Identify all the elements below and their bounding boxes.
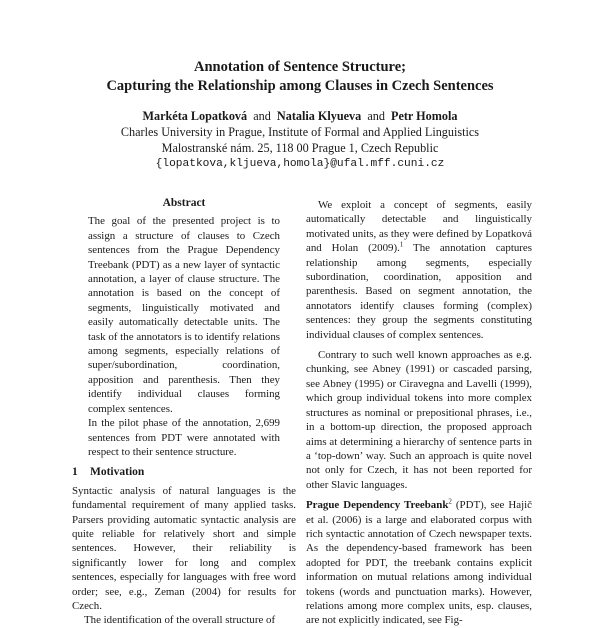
body-paragraph: Syntactic analysis of natural languages is the fundamental requirement of many applied tasks. Parsers providing automatic syntactic analysis are quite reliable for relatively short and simple sentences. However, their reliability is significantly lower for long and complex sentences, especially for languages with free word order; see, e.g., Zeman (2004) for results for Czech. <box>72 484 296 612</box>
body-paragraph: Contrary to such well known approaches as e.g. chunking, see Abney (1991) or cascaded parsing, see Abney (1995) or Ciravegna and Lavelli (1999), which group individual tokens into more complex structures as nominal or prepositional phrases, i.e., in a bottom-up direction, the proposed approach aims at determining a hierarchy of sentence parts in a ‘top-down’ way. Such an approach is quite novel not only for Czech, it has not been reported for other Slavic languages. <box>306 349 532 491</box>
runin-heading: Prague Dependency Treebank <box>306 499 449 512</box>
author-separator: and <box>253 109 271 123</box>
affiliation: Charles University in Prague, Institute of Formal and Applied Linguistics <box>120 125 480 139</box>
section-title: Motivation <box>90 466 145 479</box>
author-separator: and <box>367 109 385 123</box>
title-line-2: Capturing the Relationship among Clauses in Czech Sentences <box>106 78 494 94</box>
author-names <box>0 108 600 124</box>
abstract-heading: Abstract <box>162 197 206 209</box>
abstract-body <box>72 214 296 459</box>
author-block <box>0 108 600 172</box>
body-paragraph: The identification of the overall structure of <box>84 614 276 627</box>
footnote-marker: 2 <box>448 497 452 506</box>
paragraph-text: We exploit a concept of segments, easily automatically detectable and linguistically motivated units, as they were defined by Lopatková and Holan (2009). <box>306 199 532 255</box>
section-number: 1 <box>72 466 78 479</box>
abstract-paragraph: The goal of the presented project is to assign a structure of clauses to Czech sentences from the Prague Dependency Treebank (PDT) as a new layer of syntactic annotation, a layer of clause structure. The annotation is based on the concept of segments, linguistically motivated and easily automatically detectable units. The task of the annotators is to identify relations among segments, especially relations of super/subordination, coordination, apposition and parenthesis. Then they identify individual clauses forming complex sentences. <box>88 215 280 415</box>
footnote-marker: 1 <box>399 240 404 249</box>
paper-title <box>0 58 600 96</box>
section-heading <box>72 465 296 479</box>
author-name: Natalia Klyueva <box>276 109 362 123</box>
paragraph-text: (PDT), see Hajič et al. (2006) is a large and elaborated corpus with rich syntactic annotation of Czech newspaper texts. As the dependency-based framework has been adopted for PDT, the treebank contains explicit information on mutual relations among individual tokens (words and punctuation marks). However, relations among more complex units, esp. clauses, are not explicitly indicated, see Fig- <box>306 499 532 627</box>
email: {lopatkova,kljueva,homola}@ufal.mff.cuni.cz <box>155 158 445 170</box>
left-column <box>72 196 296 628</box>
abstract-paragraph: In the pilot phase of the annotation, 2,699 sentences from PDT were annotated with respect to their sentence structure. <box>88 417 280 458</box>
author-name: Petr Homola <box>391 109 458 123</box>
title-line-1: Annotation of Sentence Structure; <box>194 59 406 75</box>
right-column <box>306 198 532 628</box>
address: Malostranské nám. 25, 118 00 Prague 1, Czech Republic <box>161 141 439 155</box>
body-paragraph <box>306 198 532 342</box>
body-paragraph <box>306 498 532 628</box>
paragraph-text: The annotation captures relationship among segments, especially subordination, coordination, apposition and parenthesis. Based on segment annotation, the annotators identify clauses forming (complex) sentences: they group the segments constituting individual clauses of complex sentences. <box>306 242 532 341</box>
author-name: Markéta Lopatková <box>142 109 248 123</box>
